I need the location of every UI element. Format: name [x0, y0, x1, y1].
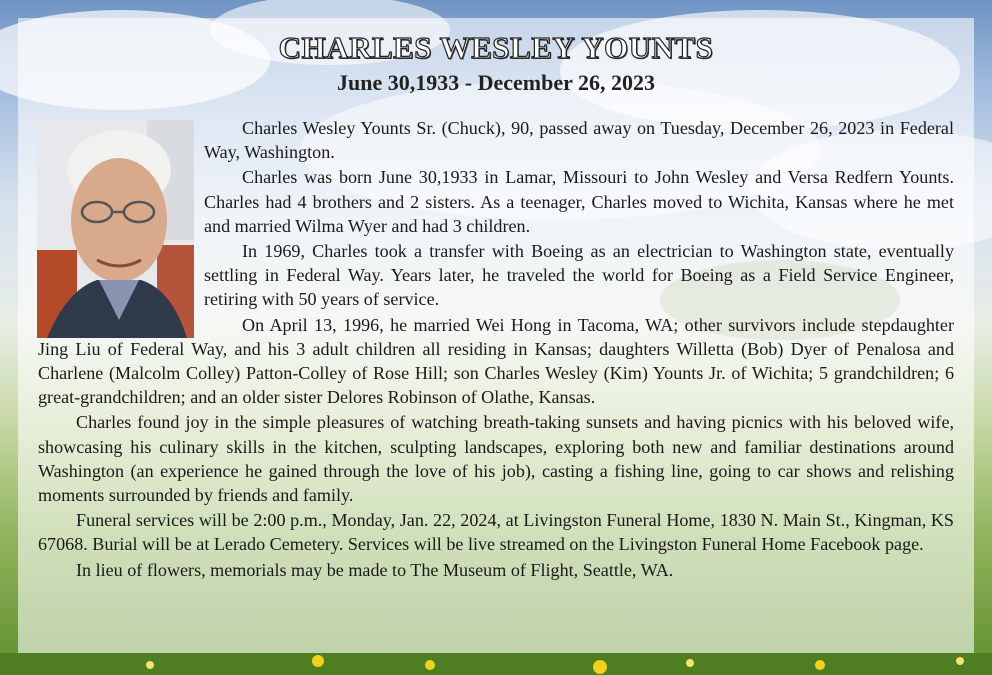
paragraph: Funeral services will be 2:00 p.m., Monday, Jan. 22, 2024, at Livingston Funeral Home, 1830 N. Main St., Kingman, KS 67068. Burial will be at Lerado Cemetery. Services will be live streamed on the Livingston Funeral Home Facebook page.	[38, 510, 954, 555]
photo-wrap-spacer	[38, 116, 204, 332]
paragraph: Charles Wesley Younts Sr. (Chuck), 90, passed away on Tuesday, December 26, 2023 in Federal Way, Washington.	[204, 118, 954, 163]
obituary-body	[38, 116, 954, 583]
paragraph: Charles was born June 30,1933 in Lamar, Missouri to John Wesley and Versa Redfern Younts. Charles had 4 brothers and 2 sisters. As a teenager, Charles moved to Wichita, Kansas where he met and married Wilma Wyer and had 3 children.	[204, 167, 954, 236]
life-dates: June 30,1933 - December 26, 2023	[337, 70, 655, 95]
paragraph: In lieu of flowers, memorials may be made to The Museum of Flight, Seattle, WA.	[76, 559, 674, 580]
flower-meadow	[0, 635, 992, 675]
paragraph: In 1969, Charles took a transfer with Boeing as an electrician to Washington state, eventually settling in Federal Way. Years later, he traveled the world for Boeing as a Field Service Engineer, retiring with 50 years of service.	[204, 241, 954, 310]
paragraph: On April 13, 1996, he married Wei Hong in Tacoma, WA; other survivors include stepdaughter Jing Liu of Federal Way, and his 3 adult children all residing in Kansas; daughters Willetta (Bob) Dyer of Penalosa and Charlene (Malcolm Colley) Patton-Colley of Rose Hill; son Charles Wesley (Kim) Younts Jr. of Wichita; 5 grandchildren; 6 great-grandchildren; and an older sister Delores Robinson of Olathe, Kansas.	[38, 314, 954, 408]
paragraph: Charles found joy in the simple pleasures of watching breath-taking sunsets and having picnics with his beloved wife, showcasing his culinary skills in the kitchen, sculpting landscapes, exploring both new and familiar destinations around Washington (an experience he gained through the love of his job), casting a fishing line, going to car shows and relishing moments surrounded by friends and family.	[38, 412, 954, 506]
deceased-name: CHARLES WESLEY YOUNTS	[278, 30, 714, 65]
